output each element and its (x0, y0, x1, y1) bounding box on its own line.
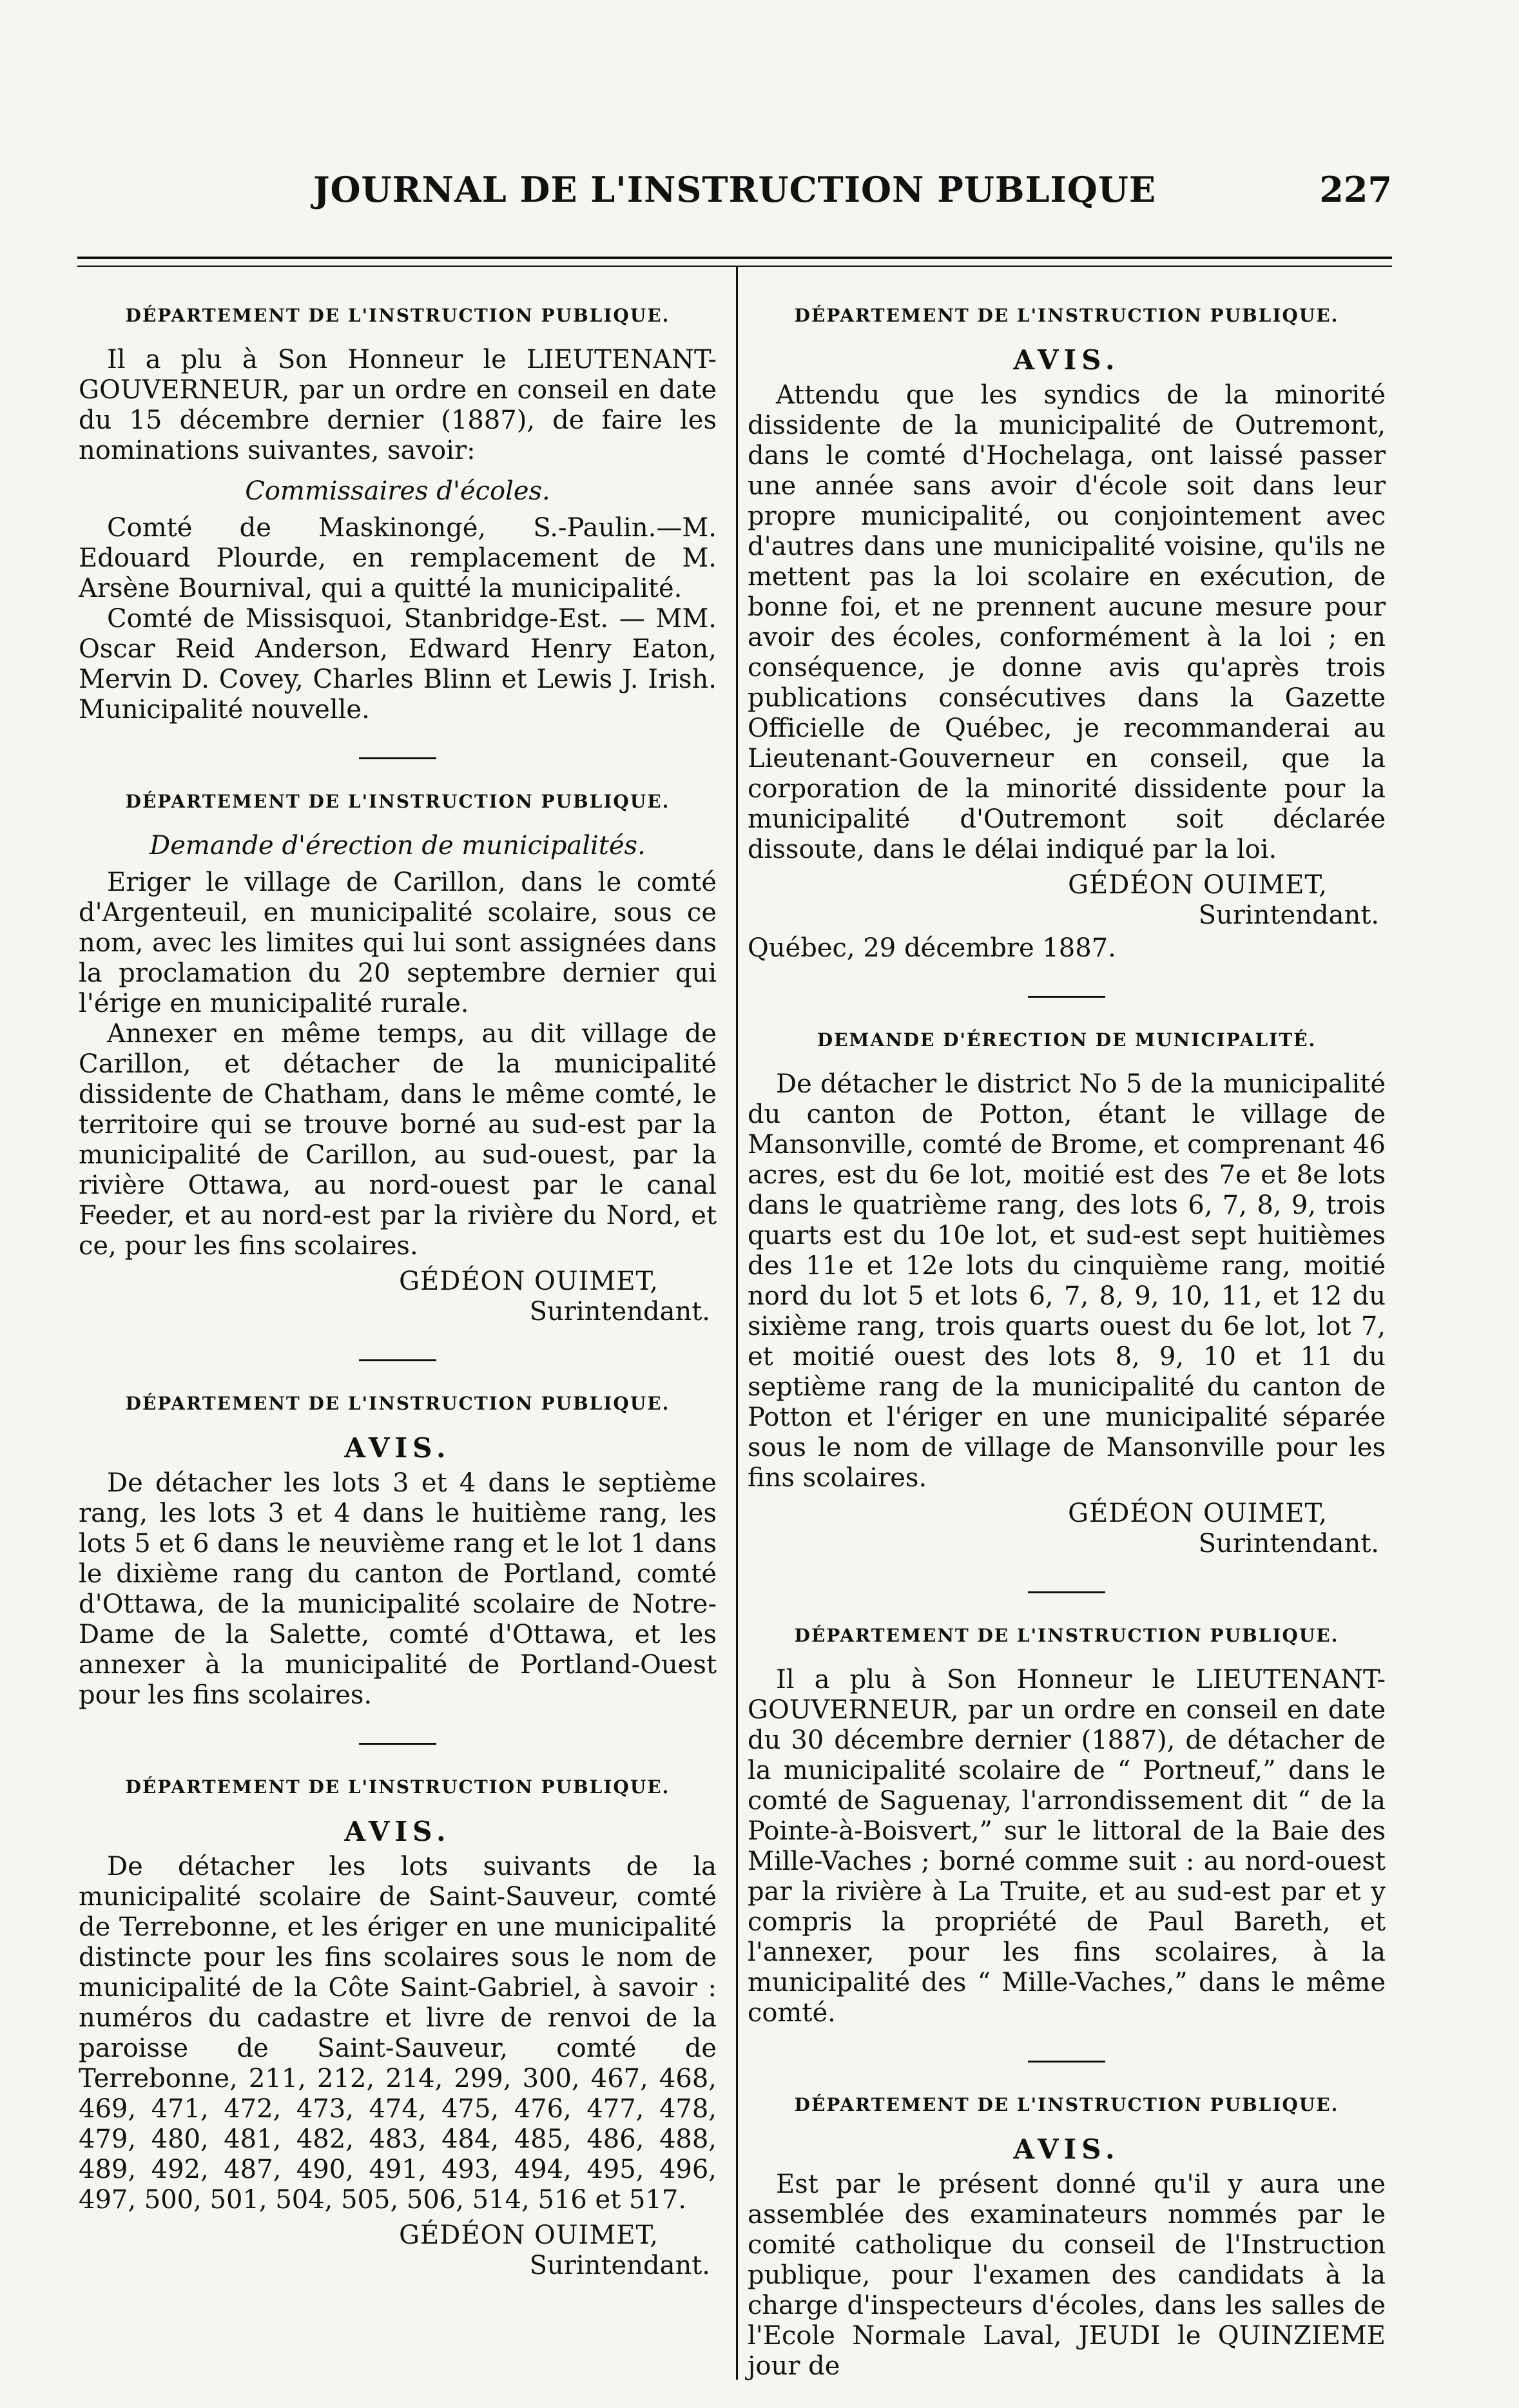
notice-mansonville (748, 1025, 1386, 1559)
notice-nominations (79, 300, 717, 725)
section-subtitle: Demande d'érection de municipalités. (150, 831, 646, 860)
paragraph: Annexer en même temps, au dit village de Carillon, et détacher de la municipalité dissidente de Chatham, dans le même comté, le territoire qui se trouve borné au sud-est par la municipalité de Carillon, au sud-ouest, par la rivière Ottawa, au nord-ouest par le canal Feeder, et au nord-est par la rivière du Nord, et ce, pour les fins scolaires. (79, 1019, 717, 1261)
avis-heading: AVIS. (1013, 2133, 1120, 2165)
section-separator (1028, 2061, 1105, 2063)
page-number: 227 (1319, 169, 1392, 210)
section-separator (359, 1359, 436, 1361)
section-separator (359, 1743, 436, 1745)
avis-heading: AVIS. (344, 1816, 451, 1847)
section-heading: DEMANDE D'ÉRECTION DE MUNICIPALITÉ. (817, 1029, 1317, 1051)
journal-title: JOURNAL DE L'INSTRUCTION PUBLIQUE (313, 169, 1157, 210)
left-column (79, 284, 717, 2290)
signature-name: GÉDÉON OUIMET, (1068, 1499, 1328, 1528)
dateline: Québec, 29 décembre 1887. (748, 933, 1116, 963)
section-heading: DÉPARTEMENT DE L'INSTRUCTION PUBLIQUE. (794, 1625, 1339, 1646)
signature-role: Surintendant. (529, 1297, 710, 1326)
signature-name: GÉDÉON OUIMET, (399, 2220, 659, 2250)
paragraph: De détacher les lots suivants de la municipalité scolaire de Saint-Sauveur, comté de Terrebonne, et les ériger en une municipalité distincte pour les fins scolaires sous le nom de municipalité de la Côte Saint-Gabriel, à savoir : numéros du cadastre et livre de renvoi de la paroisse de Saint-Sauveur, comté de Terrebonne, 211, 212, 214, 299, 300, 467, 468, 469, 471, 472, 473, 474, 475, 476, 477, 478, 479, 480, 481, 482, 483, 484, 485, 486, 488, 489, 492, 487, 490, 491, 493, 494, 495, 496, 497, 500, 501, 504, 505, 506, 514, 516 et 517. (79, 1852, 717, 2215)
paragraph: De détacher les lots 3 et 4 dans le septième rang, les lots 3 et 4 dans le huitième rang, les lots 5 et 6 dans le neuvième rang et le lot 1 dans le dixième rang du canton de Portland, comté d'Ottawa, de la municipalité scolaire de Notre-Dame de la Salette, comté d'Ottawa, et les annexer à la municipalité de Portland-Ouest pour les fins scolaires. (79, 1468, 717, 1710)
paragraph: Il a plu à Son Honneur le LIEUTENANT-GOUVERNEUR, par un ordre en conseil en date du 15 décembre dernier (1887), de faire les nominations suivantes, savoir: (79, 345, 717, 465)
header-rule-thin (77, 266, 1392, 267)
section-heading: DÉPARTEMENT DE L'INSTRUCTION PUBLIQUE. (794, 305, 1339, 326)
paragraph: Est par le présent donné qu'il y aura une assemblée des examinateurs nommés par le comité catholique du conseil de l'Instruction publique, pour l'examen des candidats à la charge d'inspecteurs d'écoles, dans les salles de l'Ecole Normale Laval, JEUDI le QUINZIEME jour de (748, 2170, 1386, 2381)
paragraph: Comté de Missisquoi, Stanbridge-Est. — MM. Oscar Reid Anderson, Edward Henry Eaton, Mervin D. Covey, Charles Blinn et Lewis J. Irish. Municipalité nouvelle. (79, 604, 717, 724)
notice-saint-sauveur (79, 1772, 717, 2281)
page-header (77, 169, 1392, 214)
signature-name: GÉDÉON OUIMET, (399, 1267, 659, 1296)
notice-portneuf (748, 1620, 1386, 2028)
section-heading: DÉPARTEMENT DE L'INSTRUCTION PUBLIQUE. (125, 305, 670, 326)
avis-heading: AVIS. (1013, 344, 1120, 376)
paragraph: Comté de Maskinongé, S.-Paulin.—M. Edouard Plourde, en remplacement de M. Arsène Bournival, qui a quitté la municipalité. (79, 513, 717, 603)
paragraph: Eriger le village de Carillon, dans le comté d'Argenteuil, en municipalité scolaire, sous ce nom, avec les limites qui lui sont assignées dans la proclamation du 20 septembre dernier qui l'érige en municipalité rurale. (79, 868, 717, 1018)
avis-heading: AVIS. (344, 1432, 451, 1464)
notice-carillon (79, 786, 717, 1327)
section-heading: DÉPARTEMENT DE L'INSTRUCTION PUBLIQUE. (125, 1776, 670, 1798)
section-heading: DÉPARTEMENT DE L'INSTRUCTION PUBLIQUE. (794, 2094, 1339, 2115)
section-separator (1028, 996, 1105, 998)
signature-role: Surintendant. (1198, 1529, 1379, 1558)
section-heading: DÉPARTEMENT DE L'INSTRUCTION PUBLIQUE. (125, 1393, 670, 1414)
signature-role: Surintendant. (1198, 900, 1379, 930)
paragraph: Attendu que les syndics de la minorité dissidente de la municipalité de Outremont, dans le comté d'Hochelaga, ont laissé passer une année sans avoir d'école soit dans leur propre municipalité, ou conjointement avec d'autres dans une municipalité voisine, qu'ils ne mettent pas la loi scolaire en exécution, de bonne foi, et ne prennent aucune mesure pour avoir des écoles, conformément à la loi ; en conséquence, je donne avis qu'après trois publications consécutives dans la Gazette Officielle de Québec, je recommanderai au Lieutenant-Gouverneur en conseil, que la corporation de la minorité dissidente pour la municipalité d'Outremont soit déclarée dissoute, dans le délai indiqué par la loi. (748, 380, 1386, 864)
signature-name: GÉDÉON OUIMET, (1068, 870, 1328, 900)
section-heading: DÉPARTEMENT DE L'INSTRUCTION PUBLIQUE. (125, 791, 670, 812)
paragraph: De détacher le district No 5 de la municipalité du canton de Potton, étant le village de Mansonville, comté de Brome, et comprenant 46 acres, est du 6e lot, moitié est des 7e et 8e lots dans le quatrième rang, des lots 6, 7, 8, 9, trois quarts est du 10e lot, et sud-est sept huitièmes des 11e et 12e lots du cinquième rang, moitié nord du lot 5 et lots 6, 7, 8, 9, 10, 11, et 12 du sixième rang, trois quarts ouest du 6e lot, lot 7, et moitié ouest des lots 8, 9, 10 et 11 du septième rang de la municipalité du canton de Potton et l'ériger en une municipalité séparée sous le nom de village de Mansonville pour les fins scolaires. (748, 1069, 1386, 1493)
section-subtitle: Commissaires d'écoles. (245, 476, 550, 506)
section-separator (359, 757, 436, 759)
section-separator (1028, 1591, 1105, 1593)
column-divider (736, 266, 738, 2380)
notice-examinateurs (748, 2090, 1386, 2382)
right-column (748, 284, 1386, 2391)
signature-role: Surintendant. (529, 2251, 710, 2280)
header-rule-thick (77, 257, 1392, 259)
notice-portland (79, 1388, 717, 1711)
notice-outremont (748, 300, 1386, 964)
paragraph: Il a plu à Son Honneur le LIEUTENANT-GOUVERNEUR, par un ordre en conseil en date du 30 décembre dernier (1887), de détacher de la municipalité scolaire de “ Portneuf,” dans le comté de Saguenay, l'arrondissement dit “ de la Pointe-à-Boisvert,” sur le littoral de la Baie des Mille-Vaches ; borné comme suit : au nord-ouest par la rivière à La Truite, et au sud-est par et y compris la propriété de Paul Bareth, et l'annexer, pour les fins scolaires, à la municipalité des “ Mille-Vaches,” dans le même comté. (748, 1665, 1386, 2028)
